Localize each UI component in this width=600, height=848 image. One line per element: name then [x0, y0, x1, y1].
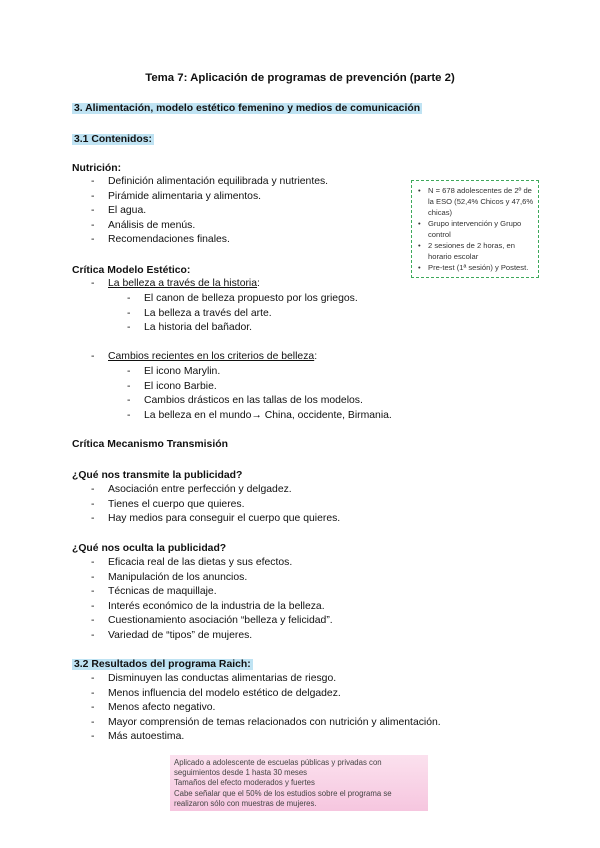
list-item: - La belleza en el mundo→ China, occidente, Birmania.	[144, 409, 392, 424]
list-item: - Variedad de “tipos” de mujeres.	[108, 629, 333, 644]
list-item: - El icono Barbie.	[144, 380, 392, 395]
list-item: - Hay medios para conseguir el cuerpo que quieres.	[108, 512, 340, 527]
list-item: - Disminuyen las conductas alimentarias de riesgo.	[108, 672, 441, 687]
list-item: - Más autoestima.	[108, 730, 441, 745]
list-item: - Manipulación de los anuncios.	[108, 571, 333, 586]
list-item: - Pirámide alimentaria y alimentos.	[108, 190, 328, 205]
section-3-2-heading: 3.2 Resultados del programa Raich:	[74, 659, 251, 670]
note-line: Cabe señalar que el 50% de los estudios sobre el programa se realizaron sólo con muestras de mujeres.	[174, 788, 392, 808]
list-item: - La historia del bañador.	[144, 321, 358, 336]
study-info-note	[411, 180, 539, 278]
note-line: • Pre-test (1ª sesión) y Postest.	[418, 263, 529, 272]
bullet-icon: •	[418, 186, 421, 195]
list-item: - Definición alimentación equilibrada y nutrientes.	[108, 175, 328, 190]
oculta-list	[108, 556, 333, 644]
section-3-heading: 3. Alimentación, modelo estético femenino y medios de comunicación	[74, 103, 421, 114]
list-item: - Eficacia real de las dietas y sus efectos.	[108, 556, 333, 571]
note-line: Tamaños del efecto moderados y fuertes	[174, 778, 315, 788]
list-item: - La belleza a través de la historia:	[108, 277, 260, 292]
section-3-1-heading: 3.1 Contenidos:	[74, 134, 152, 145]
list-item: - Menos influencia del modelo estético de delgadez.	[108, 687, 441, 702]
cambios-list-parent	[108, 350, 317, 365]
list-item: - La belleza a través del arte.	[144, 307, 358, 322]
list-item: - Cambios recientes en los criterios de belleza:	[108, 350, 317, 365]
note-line: • Grupo intervención y Grupo control	[418, 219, 522, 239]
nutricion-heading: Nutrición:	[72, 163, 122, 174]
note-line: • N = 678 adolescentes de 2º de la ESO (52,4% Chicos y 47,6% chicas)	[418, 186, 534, 217]
list-item: - Cambios drásticos en las tallas de los modelos.	[144, 394, 392, 409]
bullet-icon: •	[418, 241, 421, 250]
list-item: - El icono Marylin.	[144, 365, 392, 380]
critica-modelo-list	[108, 277, 260, 292]
list-item: - Técnicas de maquillaje.	[108, 585, 333, 600]
bullet-icon: •	[418, 219, 421, 228]
transmite-list	[108, 483, 340, 527]
list-item: - Mayor comprensión de temas relacionados con nutrición y alimentación.	[108, 716, 441, 731]
belleza-historia-list	[144, 292, 358, 336]
bullet-icon: •	[418, 263, 421, 272]
note-line: Aplicado a adolescente de escuelas públicas y privadas con seguimientos desde 1 hasta 30 meses	[174, 758, 382, 778]
list-item: - Análisis de menús.	[108, 219, 328, 234]
page-title: Tema 7: Aplicación de programas de prevención (parte 2)	[145, 72, 455, 84]
list-item: - Cuestionamiento asociación “belleza y felicidad”.	[108, 614, 333, 629]
list-item: - Interés económico de la industria de la belleza.	[108, 600, 333, 615]
list-item: - Tienes el cuerpo que quieres.	[108, 498, 340, 513]
cambios-list	[144, 365, 392, 423]
list-item: - El canon de belleza propuesto por los griegos.	[144, 292, 358, 307]
results-note	[170, 755, 428, 811]
critica-mecanismo-heading: Crítica Mecanismo Transmisión	[72, 439, 228, 450]
resultados-list	[108, 672, 441, 745]
note-line: • 2 sesiones de 2 horas, en horario escolar	[418, 241, 515, 261]
list-item: - Recomendaciones finales.	[108, 233, 328, 248]
critica-modelo-heading: Crítica Modelo Estético:	[72, 265, 191, 276]
list-item: - Menos afecto negativo.	[108, 701, 441, 716]
nutricion-list	[108, 175, 328, 248]
transmite-heading: ¿Qué nos transmite la publicidad?	[72, 470, 243, 481]
list-item: - Asociación entre perfección y delgadez.	[108, 483, 340, 498]
oculta-heading: ¿Qué nos oculta la publicidad?	[72, 543, 227, 554]
list-item: - El agua.	[108, 204, 328, 219]
